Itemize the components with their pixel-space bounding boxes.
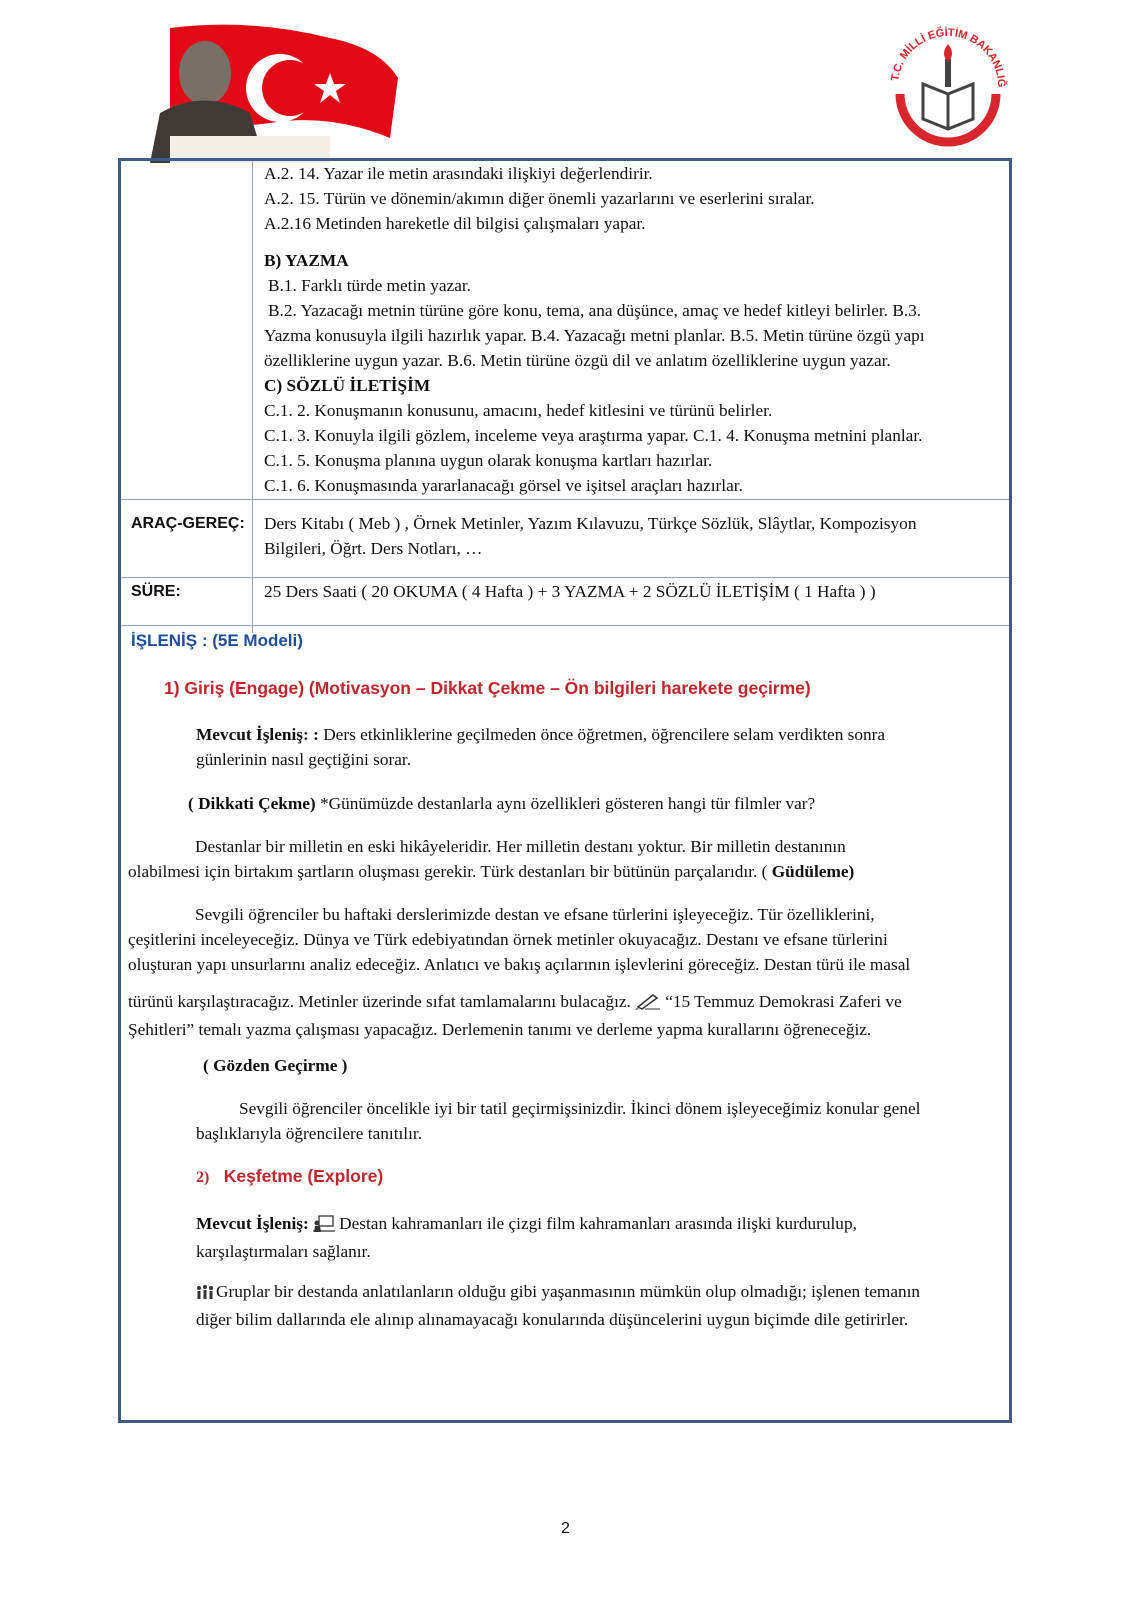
goals-paragraph [128, 902, 998, 1042]
writing-title: B) YAZMA [264, 251, 349, 270]
speaking-outcome: C.1. 3. Konuyla ilgili gözlem, inceleme veya araştırma yapar. C.1. 4. Konuşma metnini planlar. [264, 426, 923, 445]
review-label-line [203, 1053, 603, 1078]
motivation-line: olabilmesi için birtakım şartların oluşması gerekir. Türk destanları bir bütünün parçalarıdır. ( [128, 862, 772, 881]
process-title: İŞLENİŞ : (5E Modeli) [131, 631, 303, 650]
table-row-divider [121, 499, 1009, 500]
goals-line: oluşturan yapı unsurlarını analiz edeceğiz. Anlatıcı ve bakış açılarının işlevlerini göreceğiz. Destan türü ile masal [128, 955, 911, 974]
review-line: başlıklarıyla öğrencilere tanıtılır. [196, 1124, 423, 1143]
attention-text: *Günümüzde destanlarla aynı özellikleri gösteren hangi tür filmler var? [315, 794, 816, 813]
goals-line: türünü karşılaştıracağız. Metinler üzerinde sıfat tamlamalarını bulacağız. [128, 992, 631, 1011]
goals-line: çeşitlerini inceleyeceğiz. Dünya ve Türk edebiyatından örnek metinler okuyacağız. Destanı ve efsane türlerini [128, 930, 888, 949]
writing-outcome: Yazma konusuyla ilgili hazırlık yapar. B.4. Yazacağı metni planlar. B.5. Metin türüne özgü yapı [264, 326, 925, 345]
svg-text:T.C. MİLLİ EĞİTİM BAKANLIĞI [878, 14, 1008, 88]
motivation-line: Destanlar bir milletin en eski hikâyeleridir. Her milletin destanı yoktur. Bir milletin destanının [195, 837, 846, 856]
speaking-outcome: C.1. 2. Konuşmanın konusunu, amacını, hedef kitlesini ve türünü belirler. [264, 401, 773, 420]
table-row-divider [121, 577, 1009, 578]
review-line: Sevgili öğrenciler öncelikle iyi bir tatil geçirmişsinizdir. İkinci dönem işleyeceğimiz konular genel [239, 1099, 921, 1118]
explore-title: Keşfetme (Explore) [223, 1166, 384, 1186]
goals-line: Sevgili öğrenciler bu haftaki derslerimizde destan ve efsane türlerini işleyeceğiz. Tür özelliklerini, [195, 905, 875, 924]
current-process-text: Ders etkinliklerine geçilmeden önce öğretmen, öğrencilere selam verdikten sonra [318, 725, 886, 744]
logo-text: T.C. MİLLİ EĞİTİM BAKANLIĞ [889, 26, 1008, 88]
table-row-divider [121, 625, 1009, 626]
group-text: Gruplar bir destanda anlatılanların olduğu gibi yaşanmasının mümkün olup olmadığı; işlenen temanın [216, 1282, 921, 1301]
outcomes-cell [264, 161, 999, 498]
duration-label: SÜRE: [131, 583, 181, 600]
materials-cell [264, 511, 999, 561]
reading-outcome: A.2. 15. Türün ve dönemin/akımın diğer önemli yazarlarını ve eserlerini sıralar. [264, 189, 815, 208]
motivation-paragraph [128, 834, 998, 884]
materials-label: ARAÇ-GEREÇ: [131, 515, 245, 532]
explore-current-text: Destan kahramanları ile çizgi film kahramanları arasında ilişki kurdurulup, [339, 1214, 857, 1233]
duration-value: 25 Ders Saati ( 20 OKUMA ( 4 Hafta ) + 3 YAZMA + 2 SÖZLÜ İLETİŞİM ( 1 Hafta ) ) [264, 582, 876, 601]
current-process-text: günlerinin nasıl geçtiğini sorar. [196, 750, 412, 769]
flag-portrait-image [130, 18, 400, 163]
group-text: diğer bilim dallarında ele alınıp alınamayacağı konularında düşüncelerini uygun biçimde dile getirirler. [196, 1310, 909, 1329]
current-process-label: Mevcut İşleniş: : [196, 725, 319, 744]
explore-current-text: karşılaştırmaları sağlanır. [196, 1242, 371, 1261]
teacher-board-icon [313, 1214, 335, 1239]
group-paragraph [196, 1279, 996, 1332]
goals-line: “15 Temmuz Demokrasi Zaferi ve [665, 992, 902, 1011]
attention-label: ( Dikkati Çekme) [188, 794, 316, 813]
reading-outcome: A.2.16 Metinden hareketle dil bilgisi çalışmaları yapar. [264, 214, 646, 233]
page-number: 2 [561, 1520, 570, 1537]
pen-writing-icon [635, 992, 661, 1017]
attention-line [188, 791, 988, 816]
engage-title: 1) Giriş (Engage) (Motivasyon – Dikkat Çekme – Ön bilgileri harekete geçirme) [164, 678, 811, 698]
speaking-outcome: C.1. 5. Konuşma planına uygun olarak konuşma kartları hazırlar. [264, 451, 713, 470]
ministry-logo [878, 14, 1018, 154]
group-people-icon [196, 1282, 214, 1307]
speaking-title: C) SÖZLÜ İLETİŞİM [264, 376, 431, 395]
ministry-logo-icon [878, 14, 1018, 154]
plan-frame [118, 158, 1012, 1423]
motivation-label: Güdüleme) [771, 862, 855, 881]
explore-paragraph [196, 1211, 996, 1264]
writing-outcome: B.2. Yazacağı metnin türüne göre konu, tema, ana düşünce, amaç ve hedef kitleyi belirler. B.3. [268, 301, 922, 320]
table-column-divider [252, 161, 253, 633]
materials-line: Ders Kitabı ( Meb ) , Örnek Metinler, Yazım Kılavuzu, Türkçe Sözlük, Slâytlar, Kompozisyon [264, 514, 917, 533]
writing-outcome: özelliklerine uygun yazar. B.6. Metin türüne özgü dil ve anlatım özelliklerine uygun yazar. [264, 351, 891, 370]
duration-cell [264, 579, 999, 604]
turkish-flag-icon [130, 18, 400, 163]
explore-heading [196, 1166, 383, 1187]
materials-line: Bilgileri, Öğrt. Ders Notları, … [264, 539, 483, 558]
explore-current-label: Mevcut İşleniş: [196, 1214, 309, 1233]
explore-number: 2) [196, 1169, 210, 1186]
writing-outcome: B.1. Farklı türde metin yazar. [268, 276, 472, 295]
current-process [196, 722, 996, 772]
review-paragraph [196, 1096, 996, 1146]
review-label: ( Gözden Geçirme ) [203, 1056, 348, 1075]
speaking-outcome: C.1. 6. Konuşmasında yararlanacağı görsel ve işitsel araçları hazırlar. [264, 476, 743, 495]
reading-outcome: A.2. 14. Yazar ile metin arasındaki ilişkiyi değerlendirir. [264, 164, 653, 183]
goals-line: Şehitleri” temalı yazma çalışması yapacağız. Derlemenin tanımı ve derleme yapma kurallarını öğreneceğiz. [128, 1020, 872, 1039]
